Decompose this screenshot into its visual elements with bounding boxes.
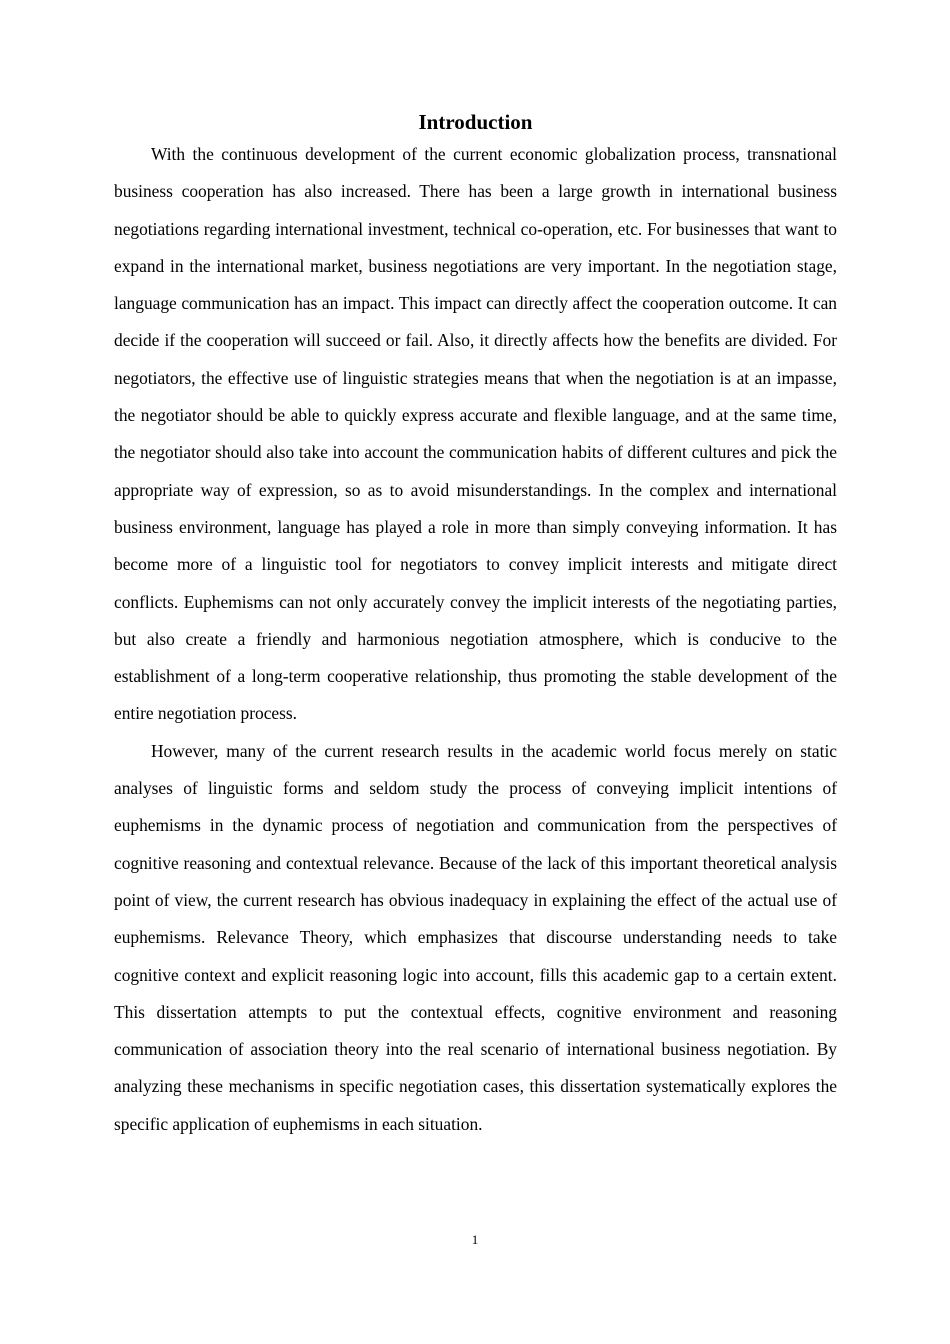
page-number: 1	[471, 1232, 479, 1247]
section-heading: Introduction	[418, 110, 533, 134]
paragraph-2: However, many of the current research results in the academic world focus merely on static analyses of linguistic forms and seldom study the process of conveying implicit intentions of euphemisms in the dynamic process of negotiation and communication from the perspectives of cognitive reasoning and contextual relevance. Because of the lack of this important theoretical analysis point of view, the current research has obvious inadequacy in explaining the effect of the actual use of euphemisms. Relevance Theory, which emphasizes that discourse understanding needs to take cognitive context and explicit reasoning logic into account, fills this academic gap to a certain extent. This dissertation attempts to put the contextual effects, cognitive environment and reasoning communication of association theory into the real scenario of international business negotiation. By analyzing these mechanisms in specific negotiation cases, this dissertation systematically explores the specific application of euphemisms in each situation.	[114, 740, 837, 1134]
paragraph-1: With the continuous development of the current economic globalization process, transnational business cooperation has also increased. There has been a large growth in international business negotiations regarding international investment, technical co-operation, etc. For businesses that want to expand in the international market, business negotiations are very important. In the negotiation stage, language communication has an impact. This impact can directly affect the cooperation outcome. It can decide if the cooperation will succeed or fail. Also, it directly affects how the benefits are divided. For negotiators, the effective use of linguistic strategies means that when the negotiation is at an impasse, the negotiator should be able to quickly express accurate and flexible language, and at the same time, the negotiator should also take into account the communication habits of different cultures and pick the appropriate way of expression, so as to avoid misunderstandings. In the complex and international business environment, language has played a role in more than simply conveying information. It has become more of a linguistic tool for negotiators to convey implicit interests and mitigate direct conflicts. Euphemisms can not only accurately convey the implicit interests of the negotiating parties, but also create a friendly and harmonious negotiation atmosphere, which is conducive to the establishment of a long-term cooperative relationship, thus promoting the stable development of the entire negotiation process.	[114, 144, 837, 724]
page-content	[114, 108, 837, 1143]
